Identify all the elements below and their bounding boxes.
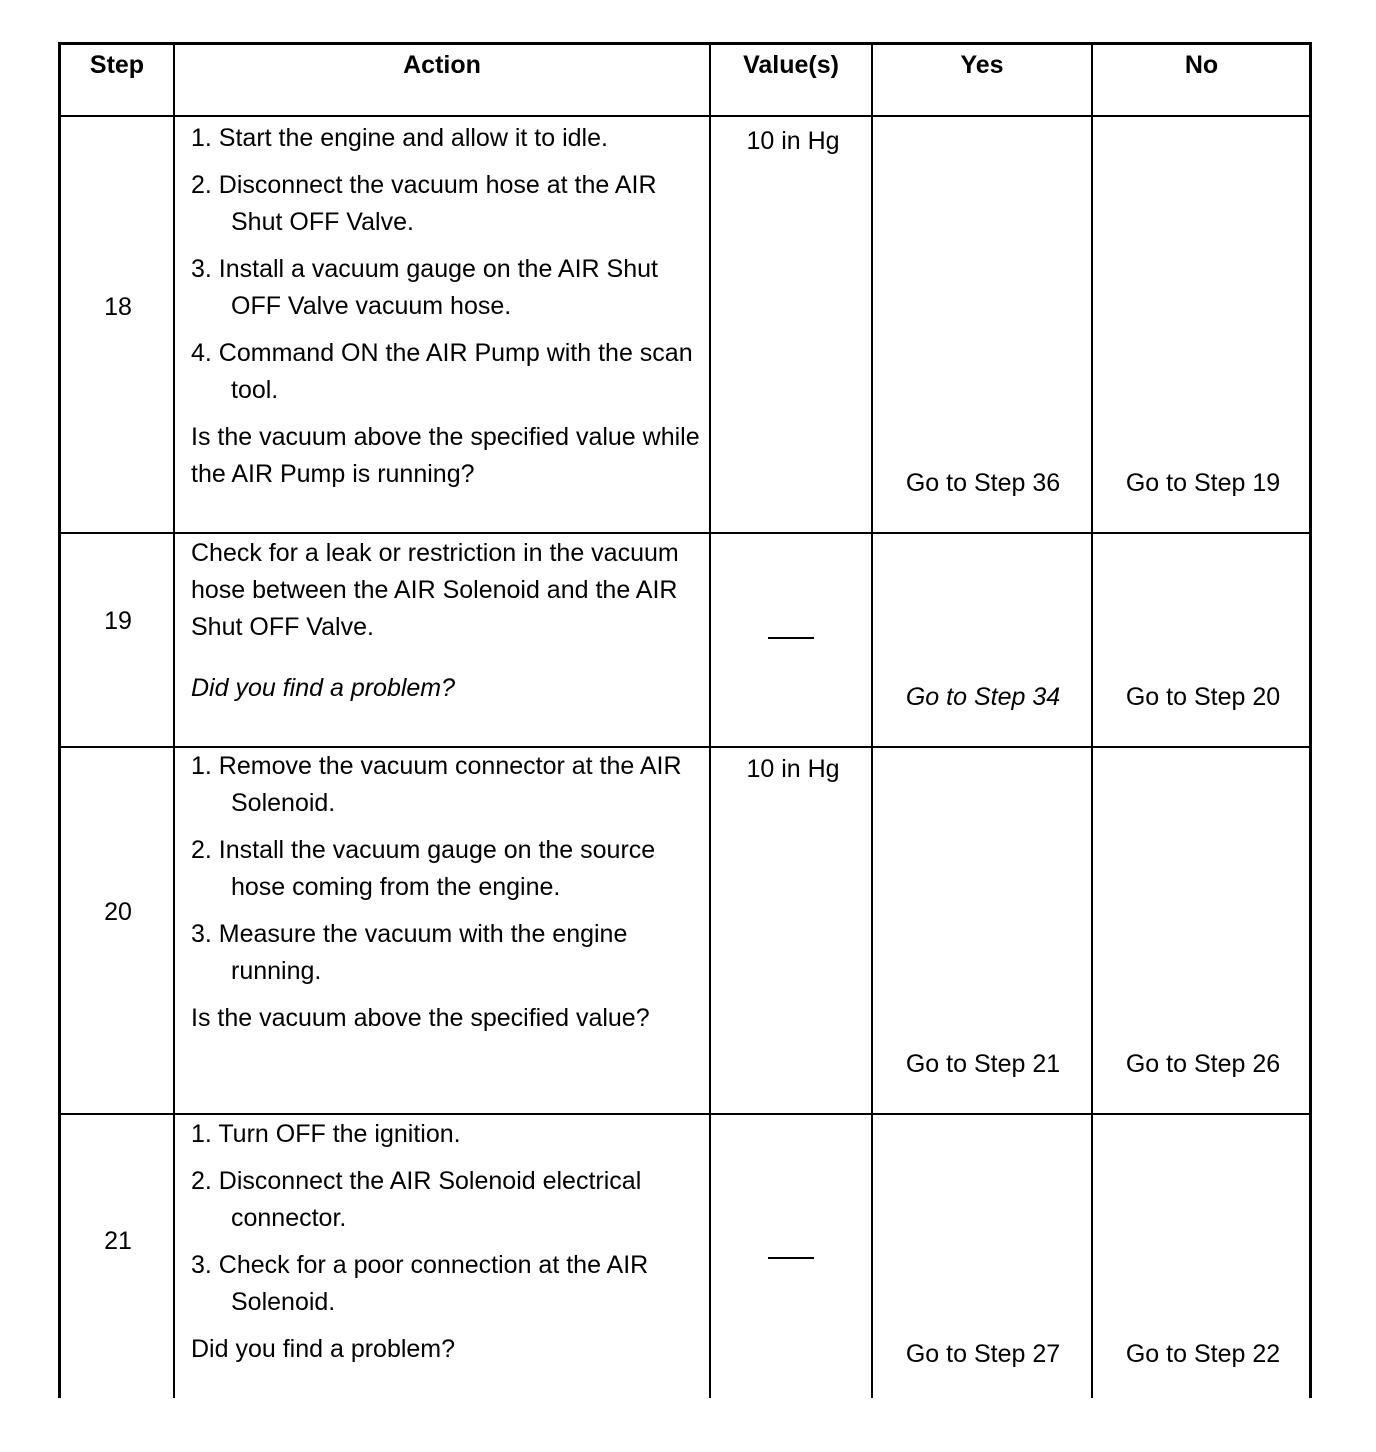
action-cell (191, 120, 711, 493)
action-item: 3. Check for a poor connection at the AIR Solenoid. (191, 1251, 649, 1316)
no-value-dash (768, 637, 814, 639)
header-step: Step (89, 51, 145, 79)
header-values: Value(s) (743, 51, 839, 79)
no-cell: Go to Step 19 (1125, 469, 1281, 497)
header-action: Action (403, 51, 481, 79)
step-number: 19 (104, 607, 132, 635)
no-cell: Go to Step 20 (1125, 683, 1281, 711)
column-divider (173, 45, 175, 1398)
value-cell: 10 in Hg (746, 127, 840, 155)
yes-cell: Go to Step 27 (905, 1340, 1061, 1368)
action-cell (191, 535, 711, 707)
action-cell (191, 1116, 711, 1368)
row-divider (61, 532, 1309, 534)
action-item: 2. Disconnect the AIR Solenoid electrical connector. (191, 1167, 642, 1232)
action-item: 2. Disconnect the vacuum hose at the AIR Shut OFF Valve. (191, 171, 657, 236)
action-question: Is the vacuum above the specified value while the AIR Pump is running? (191, 423, 700, 488)
no-cell: Go to Step 22 (1125, 1340, 1281, 1368)
action-item: 1. Start the engine and allow it to idle. (191, 124, 608, 152)
column-divider (1091, 45, 1093, 1398)
row-divider (61, 115, 1309, 117)
row-divider (61, 1113, 1309, 1115)
step-number: 20 (104, 898, 132, 926)
yes-cell: Go to Step 21 (905, 1050, 1061, 1078)
action-item: 4. Command ON the AIR Pump with the scan tool. (191, 339, 693, 404)
header-yes: Yes (960, 51, 1004, 79)
yes-cell: Go to Step 36 (905, 469, 1061, 497)
column-divider (1310, 45, 1312, 1398)
action-item: 1. Remove the vacuum connector at the AIR Solenoid. (191, 752, 682, 817)
action-item: 3. Measure the vacuum with the engine running. (191, 920, 628, 985)
step-number: 21 (104, 1227, 132, 1255)
no-cell: Go to Step 26 (1125, 1050, 1281, 1078)
diagnostic-table (58, 42, 1312, 1398)
header-no: No (1184, 51, 1219, 79)
action-item: 3. Install a vacuum gauge on the AIR Shut OFF Valve vacuum hose. (191, 255, 658, 320)
action-item: 1. Turn OFF the ignition. (191, 1120, 461, 1148)
action-cell (191, 748, 711, 1037)
column-divider (871, 45, 873, 1398)
action-text: Check for a leak or restriction in the vacuum hose between the AIR Solenoid and the AIR Shut OFF Valve. (191, 539, 679, 641)
yes-cell: Go to Step 34 (905, 683, 1061, 711)
action-item: 2. Install the vacuum gauge on the source hose coming from the engine. (191, 836, 656, 901)
action-question: Did you find a problem? (191, 1335, 456, 1363)
action-question: Did you find a problem? (191, 674, 456, 702)
no-value-dash (768, 1257, 814, 1259)
value-cell: 10 in Hg (746, 755, 840, 783)
step-number: 18 (104, 293, 132, 321)
action-question: Is the vacuum above the specified value? (191, 1004, 650, 1032)
